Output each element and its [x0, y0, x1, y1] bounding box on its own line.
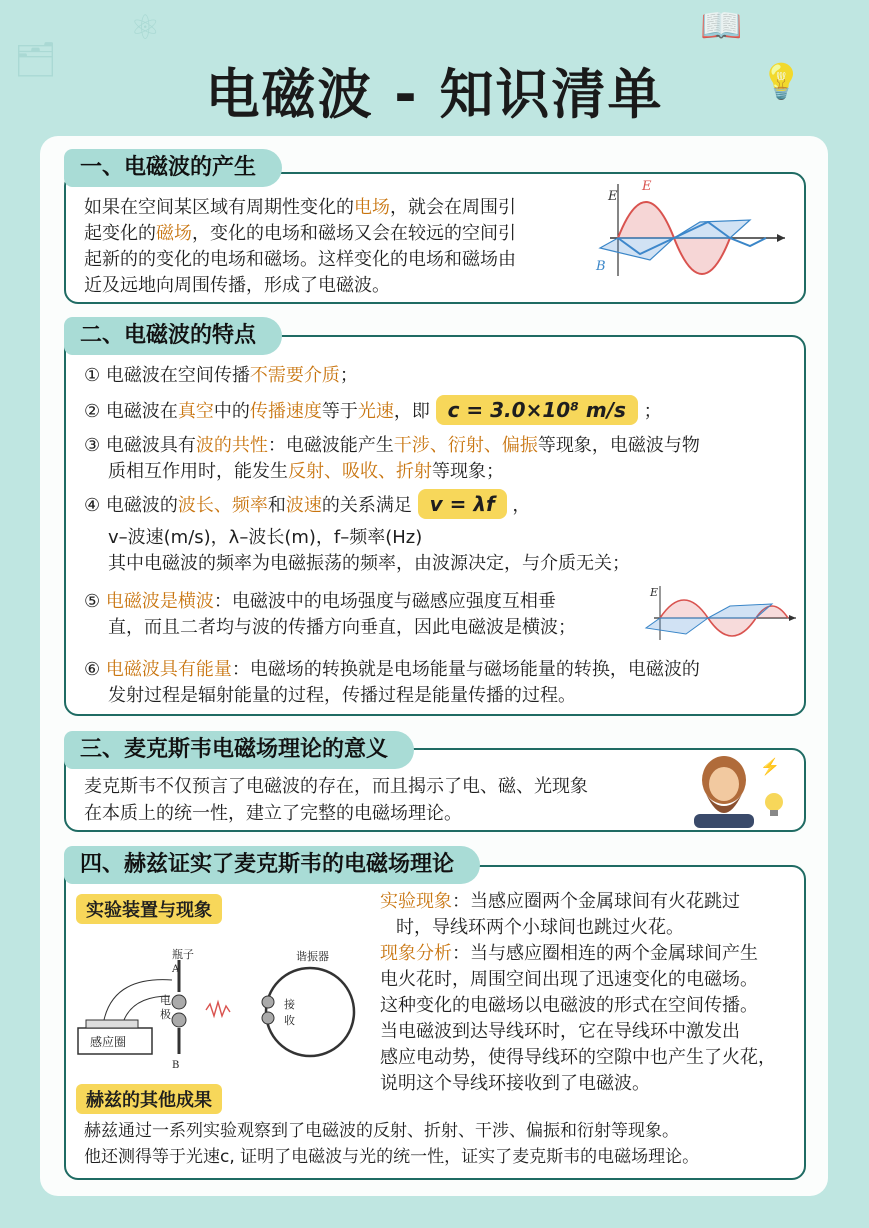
s4-analysis-line-2: 电火花时，周围空间出现了迅速变化的电磁场。: [380, 969, 758, 990]
s2-point-6-line-2: 发射过程是辐射能量的过程，传播过程是能量传播的过程。: [108, 685, 576, 706]
s1-line-4: 近及远地向周围传播，形成了电磁波。: [84, 275, 390, 296]
book-deco-icon: 📖: [700, 6, 743, 46]
setup-subheading: 实验装置与现象: [76, 894, 222, 924]
atom-deco-icon: ⚛: [130, 8, 161, 48]
s2-point-4: ④ 电磁波的波长、频率和波速的关系满足 v = λf ，: [84, 489, 530, 521]
other-achievements-subheading: 赫兹的其他成果: [76, 1084, 222, 1114]
s4-analysis-line-3: 这种变化的电磁场以电磁波的形式在空间传播。: [380, 995, 758, 1016]
section-3-heading: 三、麦克斯韦电磁场理论的意义: [64, 731, 414, 769]
transverse-wave-figure: [642, 582, 800, 644]
s3-line-2: 在本质上的统一性，建立了完整的电磁场理论。: [84, 803, 462, 824]
receive-label-1: 接: [284, 998, 295, 1011]
s2-point-6-line-1: ⑥ 电磁波具有能量：电磁场的转换就是电场能量与磁场能量的转换，电磁波的: [84, 659, 700, 680]
s2-point-3-line-1: ③ 电磁波具有波的共性：电磁波能产生干涉、衍射、偏振等现象，电磁波与物: [84, 435, 700, 456]
s3-line-1: 麦克斯韦不仅预言了电磁波的存在，而且揭示了电、磁、光现象: [84, 776, 588, 797]
s2-point-5-line-2: 直，而且二者均与波的传播方向垂直，因此电磁波是横波；: [108, 617, 576, 638]
s4-phenomenon-line-1: 实验现象：当感应圈两个金属球间有火花跳过: [380, 891, 740, 912]
s4-analysis-line-5: 感应电动势，使得导线环的空隙中也产生了火花，: [380, 1047, 776, 1068]
section-2-heading: 二、电磁波的特点: [64, 317, 282, 355]
s1-line-2: 起变化的磁场，变化的电场和磁场又会在较远的空间引: [84, 223, 516, 244]
s4-other-line-2: 他还测得等于光速c, 证明了电磁波与光的统一性，证实了麦克斯韦的电磁场理论。: [84, 1147, 700, 1167]
em-wave-figure: [590, 176, 790, 296]
resonator-label: 谐振器: [296, 950, 329, 963]
fig2-e-label: E: [650, 586, 659, 599]
section-1-heading: 一、电磁波的产生: [64, 149, 282, 187]
s2-point-1: ① 电磁波在空间传播不需要介质；: [84, 365, 358, 386]
s4-analysis-line-4: 当电磁波到达导线环时，它在导线环中激发出: [380, 1021, 740, 1042]
fig1-e-wave-label: E: [642, 179, 652, 194]
s4-analysis-line-1: 现象分析：当与感应圈相连的两个金属球间产生: [380, 943, 758, 964]
electrode-label-2: 极: [160, 1008, 171, 1021]
s2-point-4-note: 其中电磁波的频率为电磁振荡的频率，由波源决定，与介质无关；: [108, 553, 630, 574]
s2-point-4-symbols: v–波速(m/s)，λ–波长(m)，f–频率(Hz): [108, 527, 423, 548]
fig1-b-label: B: [596, 259, 606, 274]
spark-icon: ⚡: [760, 757, 780, 776]
s1-line-1: 如果在空间某区域有周期性变化的电场，就会在周围引: [84, 197, 516, 218]
receive-label-2: 收: [284, 1014, 295, 1027]
s1-line-3: 起新的的变化的电场和磁场。这样变化的电场和磁场由: [84, 249, 516, 270]
wave-speed-formula: v = λf: [418, 489, 507, 519]
bulb-deco-icon: 💡: [760, 62, 803, 102]
hertz-apparatus-figure: [74, 936, 370, 1072]
electrode-label-1: 电: [160, 994, 171, 1007]
section-4-heading: 四、赫兹证实了麦克斯韦的电磁场理论: [64, 846, 480, 884]
fig1-e-axis-label: E: [608, 189, 618, 204]
s2-point-2: ② 电磁波在真空中的传播速度等于光速，即 c = 3.0×10⁸ m/s ；: [84, 395, 662, 427]
s2-point-5-line-1: ⑤ 电磁波是横波：电磁波中的电场强度与磁感应强度互相垂: [84, 591, 556, 612]
page-title: 电磁波 - 知识清单: [205, 63, 664, 126]
point-b-label: B: [172, 1060, 180, 1071]
speed-of-light-formula: c = 3.0×10⁸ m/s: [436, 395, 638, 425]
s4-other-line-1: 赫兹通过一系列实验观察到了电磁波的反射、折射、干涉、偏振和衍射等现象。: [84, 1121, 679, 1141]
s4-phenomenon-line-2: 时，导线环两个小球间也跳过火花。: [396, 917, 684, 938]
s4-analysis-line-6: 说明这个导线环接收到了电磁波。: [380, 1073, 650, 1094]
briefcase-deco-icon: 🗂: [14, 40, 58, 80]
maxwell-portrait-icon: [684, 750, 794, 828]
coil-label: 感应圈: [90, 1035, 127, 1049]
bottle-label: 瓶子: [172, 948, 194, 961]
s2-point-3-line-2: 质相互作用时，能发生反射、吸收、折射等现象；: [108, 461, 504, 482]
point-a-label: A: [172, 964, 180, 975]
